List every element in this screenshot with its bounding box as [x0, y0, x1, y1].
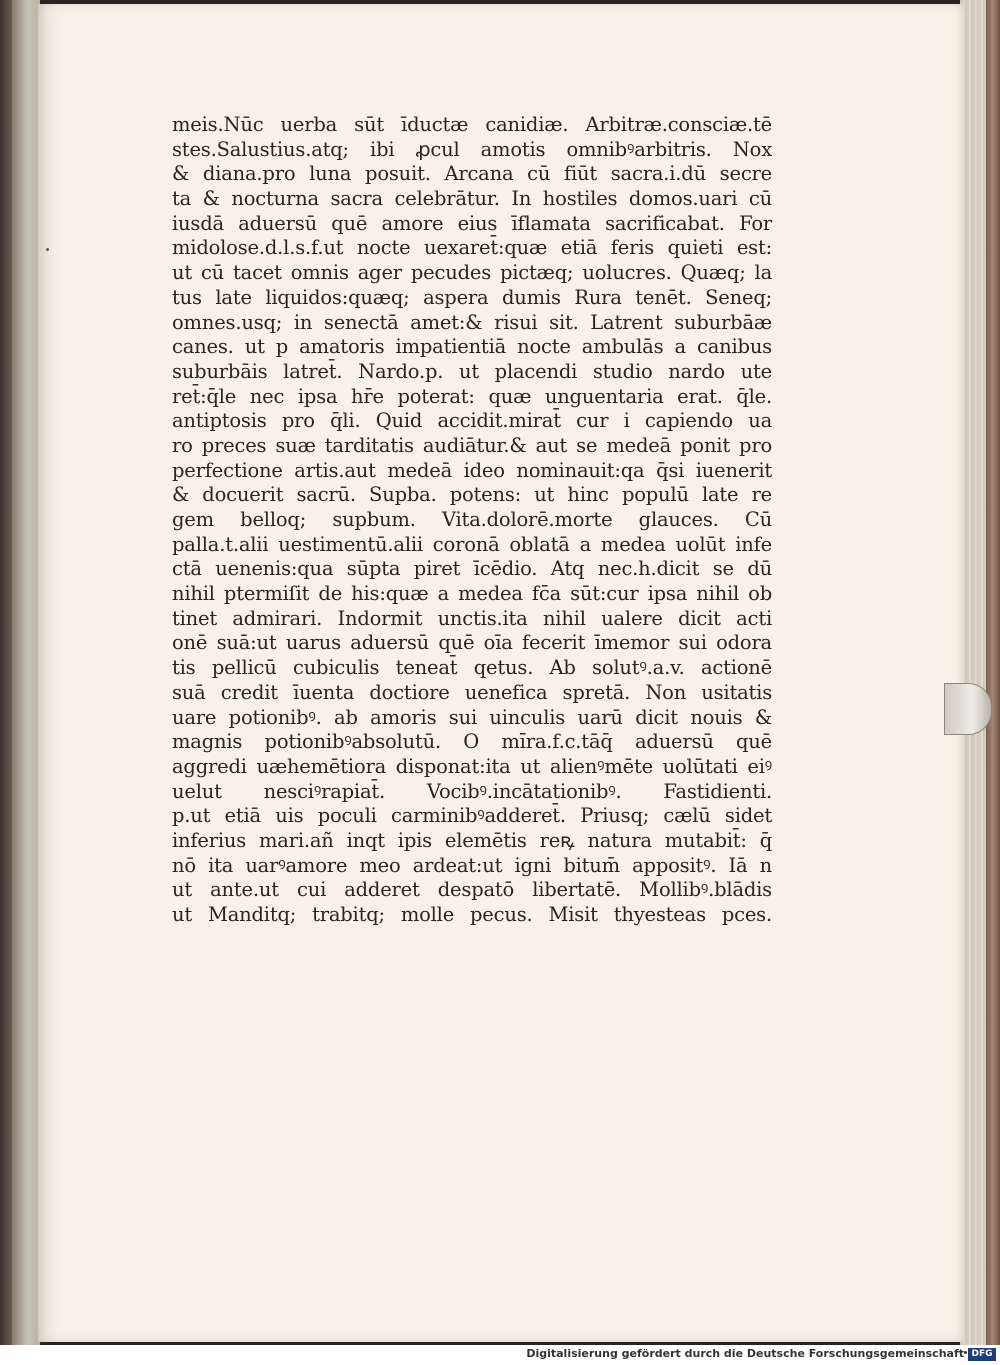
text-line: omnes.usq; in senectā amet:& risui sit. Latrent suburbāæ [172, 310, 772, 334]
text-line: ctā uenenis:qua sūpta piret īcēdio. Atq nec.h.dicit se dū [172, 557, 772, 581]
text-line: tinet admirari. Indormit unctis.ita nihil ualere dicit acti [172, 606, 772, 630]
text-line: inferius mari.añ inqt ipis elemētis reꝶ natura mutabit̄: q̄ [172, 828, 772, 852]
text-line: nihil ptermiſit de his:quæ a medea fc̄a sūt:cur ipsa nihil ob [172, 582, 772, 606]
text-line: ut Manditq; trabitq; molle pecus. Misit thyesteas pces. [172, 903, 772, 926]
text-block [172, 113, 772, 928]
text-line: aggredi uæhemētiora disponat:ita ut alienꝰmēte uolūtati eiꝰ [172, 754, 772, 778]
text-line: ut cū tacet omnis ager pecudes pictæq; uolucres. Quæq; la [172, 261, 772, 285]
funding-credit: Digitalisierung gefördert durch die Deutsche Forschungsgemeinschaft [526, 1347, 964, 1360]
text-line: meis.Nūc uerba sūt īductæ canidiæ. Arbitræ.consciæ.tē [172, 113, 772, 136]
text-line: palla.t.alii uestimentū.alii coronā oblatā a medea uolūt infe [172, 532, 772, 556]
right-binding-board [986, 0, 1000, 1345]
text-line: gem belloq; supbum. Vita.dolorē.morte glauces. Cū [172, 508, 772, 531]
text-line: midolose.d.l.s.f.ut nocte uexaret̄:quæ etiā feris quieti est: [172, 236, 772, 260]
text-line: magnis potionibꝰabsolutū. O mı̄ra.f.c.tāq̄ aduersū quē [172, 730, 772, 754]
text-line: suburbāis latret̄. Nardo.p. ut placendi studio nardo ute [172, 359, 772, 383]
text-line: nō ita uarꝰamore meo ardeat:ut igni bitum̄ appositꝰ. Iā n [172, 853, 772, 877]
text-line: p.ut etiā uis poculi carminibꝰadderet̄. Priusq; cælū sidet [172, 804, 772, 828]
dfg-logo: DFG [968, 1348, 996, 1361]
text-line: stes.Salustius.atq; ibi ꝓcul amotis omnibꝰarbitris. Nox [172, 137, 772, 161]
text-line: ut ante.ut cui adderet despatō libertatē. Mollibꝰ.blādis [172, 878, 772, 902]
text-line: perfectione artis.aut medeā ideo nominauit:qa q̄si iuenerit [172, 458, 772, 482]
separator-dot [964, 1351, 967, 1354]
text-line: uare potionibꝰ. ab amoris sui uinculis uarū dicit nouis & [172, 705, 772, 729]
footer-bar [0, 1345, 1000, 1365]
text-line: suā credit īuenta doctiore uenefica spretā. Non usitatis [172, 680, 772, 704]
text-line: tus late liquidos:quæq; aspera dumis Rura tenēt. Seneq; [172, 285, 772, 309]
text-line: & docuerit sacrū. Supba. potens: ut hinc populū late re [172, 483, 772, 507]
text-line: ret̄:q̄le nec ipsa hr̄e poterat: quæ unguentaria erat. q̄le. [172, 384, 772, 408]
text-line: ro preces suæ tarditatis audiātur.& aut se medeā ponit pro [172, 433, 772, 457]
left-binding-board [0, 0, 12, 1345]
text-line: antiptosis pro q̄li. Quid accidit.mirat̄ cur i capiendo ua [172, 409, 772, 433]
text-line: onē suā:ut uarus aduersū quē oīa fecerit īmemor sui odora [172, 631, 772, 655]
text-line: & diana.pro luna posuit. Arcana cū fiūt sacra.i.dū secre [172, 162, 772, 186]
text-line: uelut nesciꝰrapiat̄. Vocibꝰ.incātationibꝰ. Fastidienti. [172, 779, 772, 803]
text-line: ta & nocturna sacra celebrātur. In hostiles domos.uari cū [172, 187, 772, 211]
text-line: tis pellicū cubiculis teneat̄ qetus. Ab solutꝰ.a.v. actionē [172, 656, 772, 680]
book-clasp [944, 683, 992, 735]
text-line: iusdā aduersū quē amore eius īflamata sacrificabat. For [172, 211, 772, 235]
margin-mark [46, 248, 49, 251]
text-line: canes. ut p amatoris impatientiā nocte ambulās a canibus [172, 335, 772, 359]
